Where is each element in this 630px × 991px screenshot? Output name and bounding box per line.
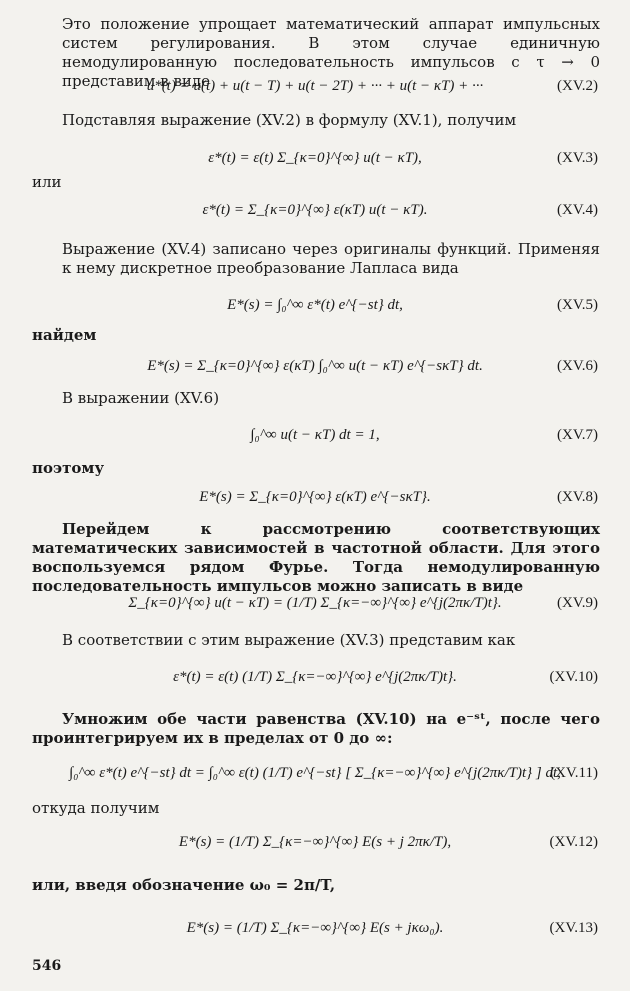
equation-number: (XV.8) xyxy=(557,488,598,505)
equation-text: ε*(t) = ε(t) Σ_{κ=0}^{∞} u(t − κT), xyxy=(208,149,422,166)
paragraph-9: В соответствии с этим выражение (XV.3) представим как xyxy=(62,631,516,649)
paragraph-8: Перейдем к рассмотрению соответствующих математических зависимостей в частотной области. Для этого воспользуемся рядом Фурье. Тогда немодулированную последовательность импульсов можно записать в виде xyxy=(32,520,600,595)
equation-number: (XV.6) xyxy=(557,357,598,374)
equation-xv4 xyxy=(0,190,630,230)
paragraph-11: откуда получим xyxy=(32,799,160,817)
equation-number: (XV.12) xyxy=(549,833,598,850)
equation-xv7 xyxy=(0,415,630,455)
equation-number: (XV.5) xyxy=(557,296,598,313)
equation-number: (XV.9) xyxy=(557,594,598,611)
equation-text: u*(t) = u(t) + u(t − T) + u(t − 2T) + ··· + u(t − κT) + ··· xyxy=(146,77,484,94)
equation-number: (XV.11) xyxy=(550,764,598,781)
paragraph-10: Умножим обе части равенства (XV.10) на e⁻ˢᵗ, после чего проинтегрируем их в пределах от 0 до ∞: xyxy=(32,710,600,747)
equation-number: (XV.2) xyxy=(557,77,598,94)
equation-text: E*(s) = Σ_{κ=0}^{∞} ε(κT) ∫₀^∞ u(t − κT) e^{−sκT} dt. xyxy=(147,357,483,374)
equation-number: (XV.4) xyxy=(557,201,598,218)
paragraph-3: или xyxy=(32,173,62,191)
equation-xv2 xyxy=(0,66,630,106)
equation-xv5 xyxy=(0,285,630,325)
equation-text: ∫₀^∞ u(t − κT) dt = 1, xyxy=(250,426,380,443)
equation-text: E*(s) = (1/T) Σ_{κ=−∞}^{∞} E(s + jκω₀). xyxy=(186,919,444,936)
equation-text: ε*(t) = ε(t) (1/T) Σ_{κ=−∞}^{∞} e^{j(2πκ/T)t}. xyxy=(173,668,457,685)
page-number: 546 xyxy=(32,958,62,974)
paragraph-5: найдем xyxy=(32,326,97,344)
equation-number: (XV.3) xyxy=(557,149,598,166)
equation-xv3 xyxy=(0,138,630,178)
paragraph-2: Подставляя выражение (XV.2) в формулу (XV.1), получим xyxy=(62,111,517,129)
equation-xv9 xyxy=(0,583,630,623)
equation-text: ∫₀^∞ ε*(t) e^{−st} dt = ∫₀^∞ ε(t) (1/T) e^{−st} [ Σ_{κ=−∞}^{∞} e^{j(2πκ/T)t} ] dt, xyxy=(69,764,561,781)
equation-number: (XV.7) xyxy=(557,426,598,443)
equation-xv8 xyxy=(0,477,630,517)
equation-xv11 xyxy=(0,753,630,793)
equation-xv6 xyxy=(0,346,630,386)
equation-text: Σ_{κ=0}^{∞} u(t − κT) = (1/T) Σ_{κ=−∞}^{∞} e^{j(2πκ/T)t}. xyxy=(128,594,502,611)
equation-number: (XV.10) xyxy=(549,668,598,685)
equation-number: (XV.13) xyxy=(549,919,598,936)
equation-text: ε*(t) = Σ_{κ=0}^{∞} ε(κT) u(t − κT). xyxy=(202,201,428,218)
equation-xv13 xyxy=(0,908,630,948)
paragraph-4: Выражение (XV.4) записано через оригиналы функций. Применяя к нему дискретное преобразование Лапласа вида xyxy=(62,240,600,277)
equation-text: E*(s) = Σ_{κ=0}^{∞} ε(κT) e^{−sκT}. xyxy=(199,488,431,505)
equation-xv12 xyxy=(0,822,630,862)
equation-text: E*(s) = (1/T) Σ_{κ=−∞}^{∞} E(s + j 2πκ/T), xyxy=(178,833,452,850)
paragraph-7: поэтому xyxy=(32,459,105,477)
equation-xv10 xyxy=(0,657,630,697)
equation-text: E*(s) = ∫₀^∞ ε*(t) e^{−st} dt, xyxy=(227,296,403,313)
paragraph-1: Это положение упрощает математический аппарат импульсных систем регулирования. В этом случае единичную немодулированную последовательность импульсов с τ → 0 представим в виде xyxy=(62,15,600,90)
paragraph-6: В выражении (XV.6) xyxy=(62,389,220,407)
paragraph-12: или, введя обозначение ω₀ = 2π/T, xyxy=(32,876,336,894)
